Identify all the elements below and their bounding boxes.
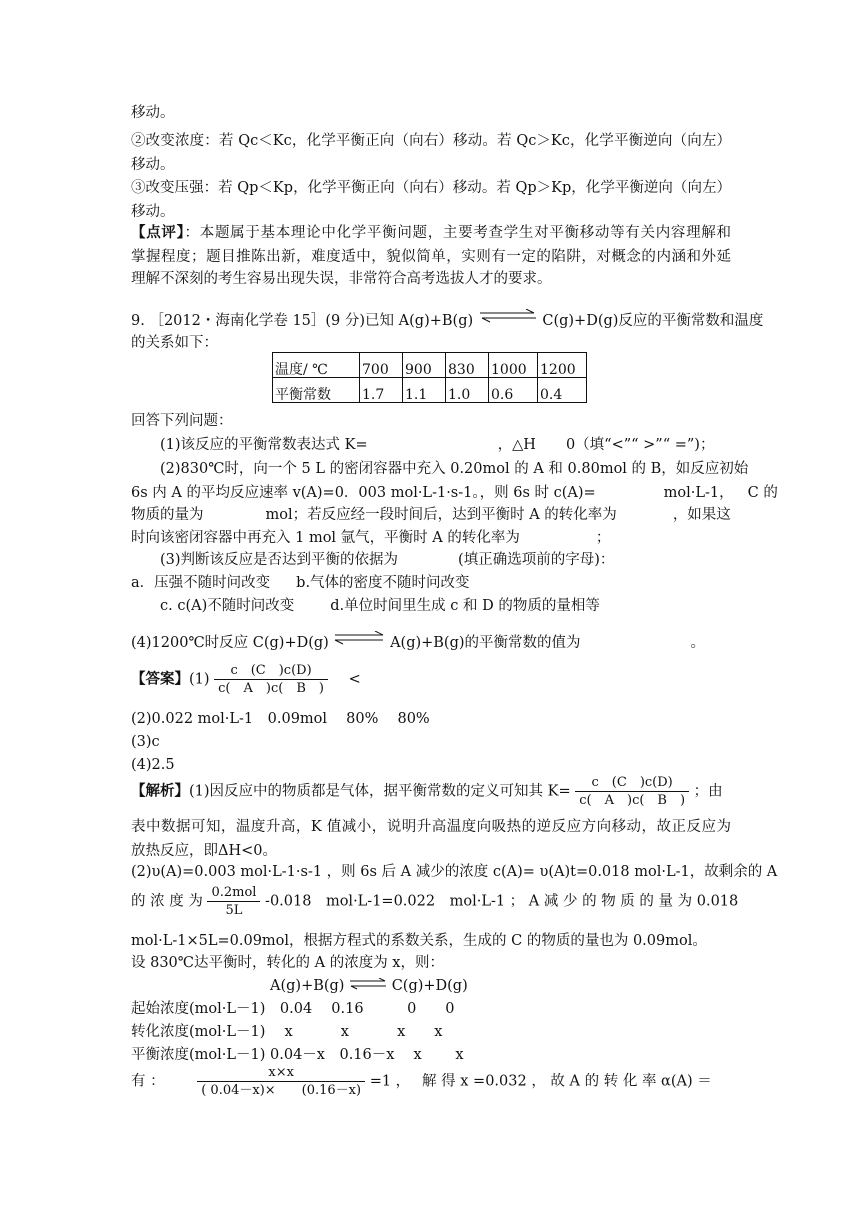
q1-text: (1)该反应的平衡常数表达式 K= <box>160 437 368 453</box>
comment-line <box>131 226 731 241</box>
answer-prefix: (1) <box>189 671 210 688</box>
equilibrium-arrow-icon <box>333 631 385 643</box>
q3-text: (填正确选项前的字母)： <box>458 552 615 568</box>
question-4 <box>131 636 705 651</box>
question-heading <box>131 314 763 329</box>
table-row: 起始浓度(mol·L－1) 0.04 0.16 0 0 <box>131 1001 455 1017</box>
options-ab <box>131 576 470 591</box>
question-2-line2 <box>131 486 778 501</box>
analysis-tag: 【解析】 <box>131 782 189 800</box>
q2-text: 6s 内 A 的平均反应速率 v(A)=0．003 mol·L-1·s-1。，则 6s 时 c(A)= <box>131 485 596 501</box>
table-row: 平衡浓度(mol·L－1) 0.04－x 0.16－x x x <box>131 1047 464 1063</box>
text-line: (2)0.022 mol·L-1 0.09mol 80% 80% <box>131 711 430 727</box>
table-cell: 1200 <box>538 353 587 378</box>
question-heading-a: 9. ［2012・海南化学卷 15］(9 分)已知 A(g)+B(g) <box>131 313 474 329</box>
text-line: ③改变压强：若 Qp＜Kp，化学平衡正向（向右）移动。若 Qp＞Kp，化学平衡逆向（向左） <box>131 180 731 196</box>
q2-text: 物质的量为 <box>131 507 204 523</box>
q2-text: 时向该密闭容器中再充入 1 mol 氩气，平衡时 A 的转化率为 <box>131 530 520 546</box>
analysis-last-line <box>131 1066 731 1097</box>
analysis-text: 的 浓 度 为 <box>131 893 203 910</box>
answer-tag: 【答案】 <box>131 670 189 688</box>
text-line: (2)υ(A)=0.003 mol·L-1·s-1 ，则 6s 后 A 减少的浓度 c(A)= υ(A)t=0.018 mol·L-1，故剩余的 A <box>131 864 778 880</box>
option-a: a．压强不随时问改变 <box>131 575 271 591</box>
q1-delta-h: ，△H <box>497 437 536 453</box>
fraction-numerator: 0.2mol <box>207 886 260 902</box>
text-line: 理解不深刻的考生容易出现失误，非常符合高考选拔人才的要求。 <box>131 271 552 287</box>
option-b: b.气体的密度不随时问改变 <box>296 575 470 591</box>
text-line: (2)830℃时，向一个 5 L 的密闭容器中充入 0.20mol 的 A 和 0.80mol 的 B，如反应初始 <box>160 461 749 477</box>
equilibrium-constant-table <box>272 352 587 403</box>
table-row <box>273 353 587 378</box>
question-3 <box>160 553 614 568</box>
text-line: ②改变浓度：若 Qc＜Kc，化学平衡正向（向右）移动。若 Qc＞Kc，化学平衡逆向（向左） <box>131 133 731 149</box>
text-line: 回答下列问题： <box>131 413 233 429</box>
analysis-text: 有 ： <box>131 1073 165 1090</box>
q2-text: mol；若反应经一段时间后，达到平衡时 A 的转化率为 <box>265 507 617 523</box>
k-expression-fraction <box>214 664 328 695</box>
analysis-text: -0.018 mol·L-1=0.022 mol·L-1 ； A 减 少 的 物 质 的 量 为 0.018 <box>265 893 739 910</box>
q3-text: (3)判断该反应是否达到平衡的依据为 <box>160 552 399 568</box>
equation <box>270 979 468 994</box>
text-line: (3)c <box>131 734 160 750</box>
concentration-fraction <box>207 886 260 917</box>
text-line: 的关系如下： <box>131 335 218 351</box>
table-cell: 700 <box>360 353 403 378</box>
text-line: 放热反应，即ΔH<0。 <box>131 843 277 859</box>
analysis-line-1 <box>131 776 723 807</box>
question-2-line4 <box>131 531 610 546</box>
table-cell: 1.7 <box>360 378 403 403</box>
question-1 <box>160 438 714 453</box>
text-line: 移动。 <box>131 157 175 173</box>
q4-text: A(g)+B(g)的平衡常数的值为 <box>390 635 581 651</box>
table-cell: 平衡常数 <box>273 378 360 403</box>
option-c: c. c(A)不随时问改变 <box>160 598 295 614</box>
question-2-line3 <box>131 508 731 523</box>
equation-right: C(g)+D(g) <box>391 978 468 994</box>
table-cell: 0.6 <box>489 378 538 403</box>
table-row: 转化浓度(mol·L－1) x x x x <box>131 1024 443 1040</box>
option-d: d.单位时间里生成 c 和 D 的物质的量相等 <box>330 598 600 614</box>
analysis-text: (1)因反应中的物质都是气体，据平衡常数的定义可知其 K= <box>189 783 571 800</box>
q4-period: 。 <box>690 635 706 651</box>
equilibrium-arrow-icon <box>478 309 538 321</box>
text-line: 掌握程度；题目推陈出新，难度适中，貌似简单，实则有一定的陷阱，对概念的内涵和外延 <box>131 249 731 265</box>
table-cell: 1000 <box>489 353 538 378</box>
q2-text: ，如果这 <box>672 507 731 523</box>
text-line: mol·L-1×5L=0.09mol，根据方程式的系数关系，生成的 C 的物质的量也为 0.09mol。 <box>131 933 707 949</box>
text-line: 设 830℃达平衡时，转化的 A 的浓度为 x，则： <box>131 955 444 971</box>
table-cell: 900 <box>403 353 446 378</box>
comment-text: ：本题属于基本理论中化学平衡问题，主要考查学生对平衡移动等有关内容理解和 <box>184 225 731 241</box>
options-cd <box>160 599 600 614</box>
table-row <box>273 378 587 403</box>
fraction-denominator: c( A )c( B ) <box>218 681 324 696</box>
analysis-line-conc <box>131 885 739 918</box>
q2-unit: mol·L-1， <box>663 485 734 501</box>
fraction-numerator: c (C )c(D) <box>575 776 689 792</box>
answer-line-1 <box>131 664 361 695</box>
table-cell: 1.0 <box>446 378 489 403</box>
table-cell: 830 <box>446 353 489 378</box>
q2-text: ； <box>595 530 611 546</box>
text-line: (4)2.5 <box>131 757 175 773</box>
fraction-numerator: x×x <box>197 1066 365 1082</box>
analysis-text: ；由 <box>693 783 723 800</box>
analysis-text: =1 ， 解 得 x =0.032 ， 故 A 的 转 化 率 α(A) ＝ <box>369 1073 712 1090</box>
table-cell: 1.1 <box>403 378 446 403</box>
equation-left: A(g)+B(g) <box>270 978 345 994</box>
equilibrium-fraction <box>197 1066 365 1097</box>
question-heading-b: C(g)+D(g)反应的平衡常数和温度 <box>542 313 764 329</box>
k-expression-fraction <box>575 776 689 807</box>
text-line: 表中数据可知，温度升高，K 值减小，说明升高温度向吸热的逆反应方向移动，故正反应为 <box>131 819 731 835</box>
q2-text-c: C 的 <box>747 485 778 501</box>
fraction-numerator: c (C )c(D) <box>214 664 328 680</box>
text-line: 移动。 <box>131 204 175 220</box>
q4-text: (4)1200℃时反应 C(g)+D(g) <box>131 635 329 651</box>
fraction-denominator: 5L <box>225 903 243 918</box>
table-cell: 温度/ ℃ <box>273 353 360 378</box>
equilibrium-arrow-icon <box>349 978 387 990</box>
table-cell: 0.4 <box>538 378 587 403</box>
comment-tag: 【点评】 <box>131 224 185 241</box>
fraction-denominator: ( 0.04－x)× (0.16－x) <box>201 1083 362 1098</box>
q1-fill: 0（填“<”“ >”“ =”)； <box>565 437 715 453</box>
fraction-denominator: c( A )c( B ) <box>579 793 686 808</box>
text-line: 移动。 <box>131 105 175 121</box>
answer-sign: < <box>348 671 361 688</box>
